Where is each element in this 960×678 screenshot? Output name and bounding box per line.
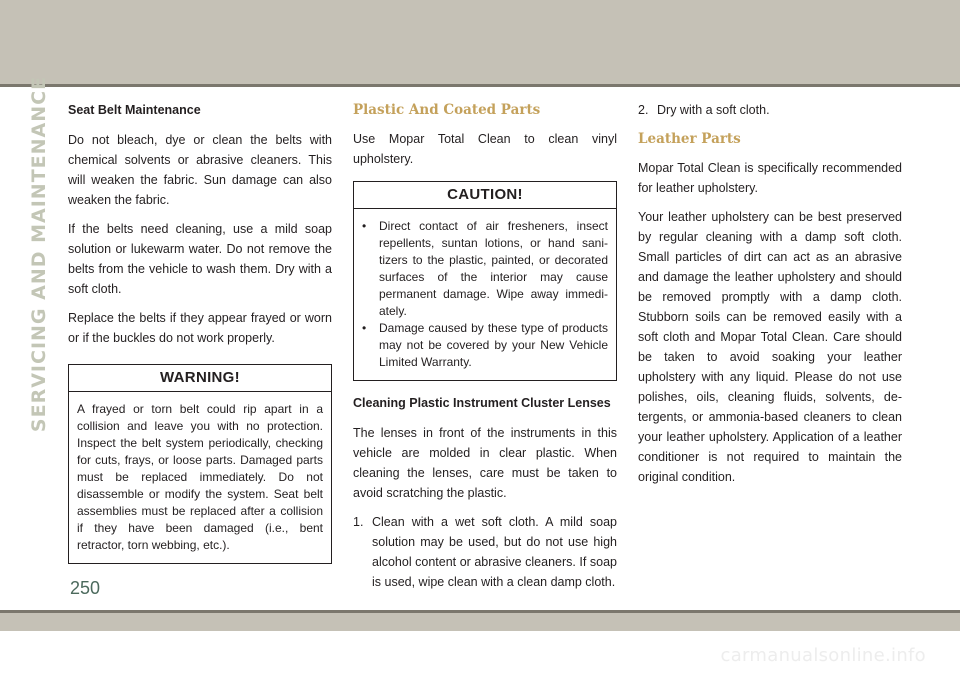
caution-item xyxy=(362,320,608,371)
plastic-paragraph-1: Use Mopar Total Clean to clean vinyl upholstery. xyxy=(353,132,617,166)
caution-item xyxy=(362,218,608,320)
column-3 xyxy=(638,100,902,496)
warning-box xyxy=(68,364,332,564)
step-1-text: Clean with a wet soft cloth. A mild soap solution may be used, but do not use high alcohol content or abrasive cleaners. If soap is used, wipe clean with a clean damp cloth. xyxy=(372,515,617,589)
bullet-icon: • xyxy=(362,219,367,233)
cluster-lenses-paragraph: The lenses in front of the instruments in this vehicle are molded in clear plastic. When cleaning the lenses, care must be taken to avoid scratching the plastic. xyxy=(353,426,617,500)
step-2 xyxy=(638,100,902,120)
seat-belt-heading: Seat Belt Maintenance xyxy=(68,103,201,117)
footer-band xyxy=(0,613,960,631)
caution-item-text: Damage caused by these type of products may not be covered by your New Vehicle Limited Warranty. xyxy=(379,321,608,369)
seat-belt-paragraph-2: If the belts need cleaning, use a mild soap solution or lukewarm water. Do not remove the belts from the vehicle to wash them. Dry with a soft cloth. xyxy=(68,222,332,296)
caution-box xyxy=(353,181,617,381)
header-band xyxy=(0,0,960,84)
bullet-icon: • xyxy=(362,321,367,335)
warning-text: A frayed or torn belt could rip apart in a collision and leave you with no protection. Inspect the belt system periodically, checking for cuts, frays, or loose parts. Damaged parts must be replaced immediately. Do not disassemble or modify the system. Seat belt assemblies must be replaced after a collision if they have been damaged (i.e., bent retractor, torn webbing, etc.). xyxy=(77,402,323,552)
page-number: 250 xyxy=(70,578,101,598)
leather-paragraph-1: Mopar Total Clean is specifically recommended for leather upholstery. xyxy=(638,161,902,195)
plastic-coated-heading: Plastic And Coated Parts xyxy=(353,102,541,118)
section-side-title xyxy=(28,75,50,433)
header-rule xyxy=(0,84,960,87)
cluster-lenses-heading: Cleaning Plastic Instrument Cluster Lenses xyxy=(353,396,611,410)
leather-paragraph-2: Your leather upholstery can be best preserved by regular cleaning with a damp soft cloth. Small particles of dirt can act as an abrasive and damage the leather upholstery and should be removed promptly with a damp cloth. Stubborn soils can be removed easily with a soft cloth and Mopar Total Clean. Care should be taken to avoid soaking your leather upholstery with any liquid. Please do not use polishes, oils, cleaning fluids, solvents, detergents, or ammonia-based cleaners to clean your leather upholstery. Application of a leather conditioner is not required to maintain the original condition. xyxy=(638,210,902,484)
caution-item-text: Direct contact of air fresheners, insect repellents, suntan lotions, or hand sanitizers to the plastic, painted, or decorated surfaces of the interior may cause permanent damage. Wipe away immediately. xyxy=(379,219,608,318)
caution-title: CAUTION! xyxy=(354,182,616,209)
step-1 xyxy=(353,512,617,592)
warning-title: WARNING! xyxy=(69,365,331,392)
step-1-number: 1. xyxy=(353,515,364,529)
seat-belt-paragraph-3: Replace the belts if they appear frayed or worn or if the buckles do not work properly. xyxy=(68,311,332,345)
step-2-text: Dry with a soft cloth. xyxy=(657,103,770,117)
caution-body xyxy=(354,209,616,380)
step-2-number: 2. xyxy=(638,103,649,117)
column-1 xyxy=(68,100,332,574)
watermark: carmanualsonline.info xyxy=(720,645,926,666)
leather-parts-heading: Leather Parts xyxy=(638,131,741,147)
section-side-title-text: SERVICING AND MAINTENANCE xyxy=(28,75,50,433)
column-2 xyxy=(353,100,617,592)
seat-belt-paragraph-1: Do not bleach, dye or clean the belts with chemical solvents or abrasive cleaners. This will weaken the fabric. Sun damage can also weaken the fabric. xyxy=(68,133,332,207)
